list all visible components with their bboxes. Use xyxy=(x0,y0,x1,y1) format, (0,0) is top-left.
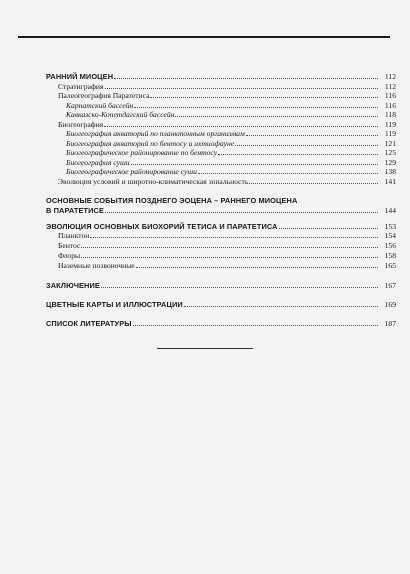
toc-entry-page: 118 xyxy=(384,110,396,119)
toc-entry-label: Эволюция условий и широтно-климатическая зональность xyxy=(58,177,249,186)
toc-entry-label: Палеогеография Паратетиса xyxy=(58,91,150,100)
toc-entry-label: Биогеография акваторий по бентосу и ихтиофауне xyxy=(66,139,235,148)
toc-entry[interactable] xyxy=(0,175,410,186)
toc-entry-label: Планктон xyxy=(58,231,90,240)
leader-dots xyxy=(136,265,378,268)
toc-entry[interactable] xyxy=(0,298,410,309)
leader-dots xyxy=(114,76,378,79)
toc-entry-page: 116 xyxy=(384,91,396,100)
top-rule xyxy=(18,36,390,38)
toc-entry-page: 125 xyxy=(384,148,396,157)
toc-entry-page: 165 xyxy=(384,261,396,270)
leader-dots xyxy=(105,210,378,213)
leader-dots xyxy=(198,171,378,174)
toc-entry-label: Биогеография xyxy=(58,120,104,129)
leader-dots xyxy=(90,235,378,238)
toc-entry-page: 116 xyxy=(384,101,396,110)
toc-entry-label: Флоры xyxy=(58,251,81,260)
toc-entry-page: 153 xyxy=(384,222,396,231)
leader-dots xyxy=(184,304,378,307)
toc-entry-page: 119 xyxy=(384,120,396,129)
bottom-rule xyxy=(157,348,253,349)
toc-entry-label: Наземные позвоночные xyxy=(58,261,135,270)
leader-dots xyxy=(81,245,378,248)
toc-entry-page: 154 xyxy=(384,231,396,240)
toc-entry-label: Стратиграфия xyxy=(58,82,104,91)
toc-entry-page: 129 xyxy=(384,158,396,167)
toc-entry-page: 141 xyxy=(384,177,396,186)
toc-entry-label: Биогеография акваторий по планктонным организмам xyxy=(66,129,245,138)
toc-entry-label: Биогеографическое районирование суши xyxy=(66,167,197,176)
toc-entry[interactable] xyxy=(0,317,410,328)
toc-entry-label: ЭВОЛЮЦИЯ ОСНОВНЫХ БИОХОРИЙ ТЕТИСА И ПАРАТЕТИСА xyxy=(46,222,278,231)
toc-entry-page: 138 xyxy=(384,167,396,176)
toc-entry-label: ОСНОВНЫЕ СОБЫТИЯ ПОЗДНЕГО ЭОЦЕНА – РАННЕГО МИОЦЕНА xyxy=(46,196,298,205)
toc-entry-label: Кавказско-Копетдагский бассейн xyxy=(66,110,175,119)
toc-entry-page: 112 xyxy=(384,82,396,91)
toc-entry-label: ЦВЕТНЫЕ КАРТЫ И ИЛЛЮСТРАЦИИ xyxy=(46,300,183,309)
toc-entry-label: Биогеографическое районирование по бентосу xyxy=(66,148,218,157)
leader-dots xyxy=(150,95,378,98)
toc-entry-page: 119 xyxy=(384,129,396,138)
toc-entry[interactable] xyxy=(0,259,410,270)
toc-entry-page: 121 xyxy=(384,139,396,148)
toc-entry-label: Карпатский бассейн xyxy=(66,101,134,110)
toc-entry-page: 144 xyxy=(384,206,396,215)
toc-entry-page: 112 xyxy=(384,72,396,81)
leader-dots xyxy=(133,323,378,326)
toc-entry-label: Бентос xyxy=(58,241,81,250)
toc-entry-page: 156 xyxy=(384,241,396,250)
leader-dots xyxy=(101,285,378,288)
leader-dots xyxy=(218,152,378,155)
toc-entry-label: ЗАКЛЮЧЕНИЕ xyxy=(46,281,100,290)
toc-entry-label: В ПАРАТЕТИСЕ xyxy=(46,206,105,215)
leader-dots xyxy=(249,181,378,184)
toc-entry-section2-line2[interactable] xyxy=(0,204,410,215)
toc-entry-page: 169 xyxy=(384,300,396,309)
toc-entry[interactable] xyxy=(0,279,410,290)
toc-entry-label: СПИСОК ЛИТЕРАТУРЫ xyxy=(46,319,132,328)
toc-entry-page: 187 xyxy=(384,319,396,328)
toc-entry-label: Биогеография суши xyxy=(66,158,130,167)
leader-dots xyxy=(81,255,378,258)
leader-dots xyxy=(175,114,378,117)
toc-entry-label: РАННИЙ МИОЦЕН xyxy=(46,72,114,81)
toc-entry-page: 167 xyxy=(384,281,396,290)
toc-entry-page: 158 xyxy=(384,251,396,260)
leader-dots xyxy=(246,133,378,136)
